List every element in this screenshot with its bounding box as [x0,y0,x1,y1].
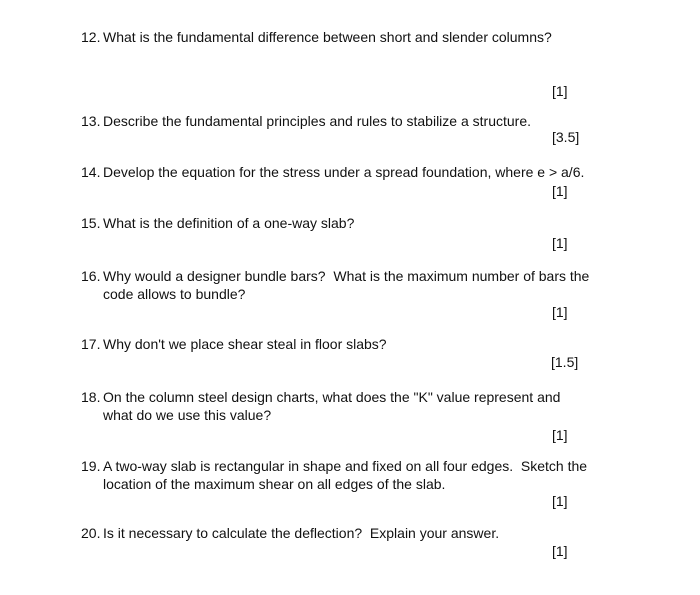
question-text: Why don't we place shear steal in floor slabs? [103,336,387,352]
question-18 [81,388,661,424]
question-number: 13. [81,113,101,129]
question-text: Develop the equation for the stress under a spread foundation, where e > a/6. [103,164,585,180]
question-14-mark: [1] [552,183,568,199]
question-text: Describe the fundamental principles and rules to stabilize a structure. [103,113,531,129]
question-19 [81,457,681,493]
question-number: 19. [81,458,101,474]
question-14 [81,163,661,181]
question-15-mark: [1] [552,235,568,251]
question-13-mark: [3.5] [552,129,580,145]
question-text-continued: what do we use this value? [103,407,272,423]
question-number: 14. [81,164,101,180]
question-15 [81,214,641,232]
question-text: Is it necessary to calculate the deflection? Explain your answer. [103,525,500,541]
question-text-continued: location of the maximum shear on all edges of the slab. [103,476,446,492]
question-number: 15. [81,215,101,231]
question-number: 16. [81,268,101,284]
question-20-mark: [1] [552,543,568,559]
question-text: On the column steel design charts, what does the "K" value represent and [103,389,561,405]
question-number: 17. [81,336,101,352]
question-20 [81,524,641,542]
question-text: Why would a designer bundle bars? What is the maximum number of bars the [103,268,590,284]
question-17 [81,335,641,353]
question-12 [81,28,641,46]
question-number: 20. [81,525,101,541]
question-text-continued: code allows to bundle? [103,286,246,302]
question-16-mark: [1] [552,304,568,320]
question-number: 12. [81,29,101,45]
question-text: What is the definition of a one-way slab? [103,215,355,231]
question-18-mark: [1] [552,427,568,443]
question-16 [81,267,661,303]
question-text: What is the fundamental difference between short and slender columns? [103,29,552,45]
question-17-mark: [1.5] [551,354,579,370]
question-12-mark: [1] [552,83,568,99]
question-number: 18. [81,389,101,405]
question-19-mark: [1] [552,493,568,509]
question-text: A two-way slab is rectangular in shape and fixed on all four edges. Sketch the [103,458,588,474]
